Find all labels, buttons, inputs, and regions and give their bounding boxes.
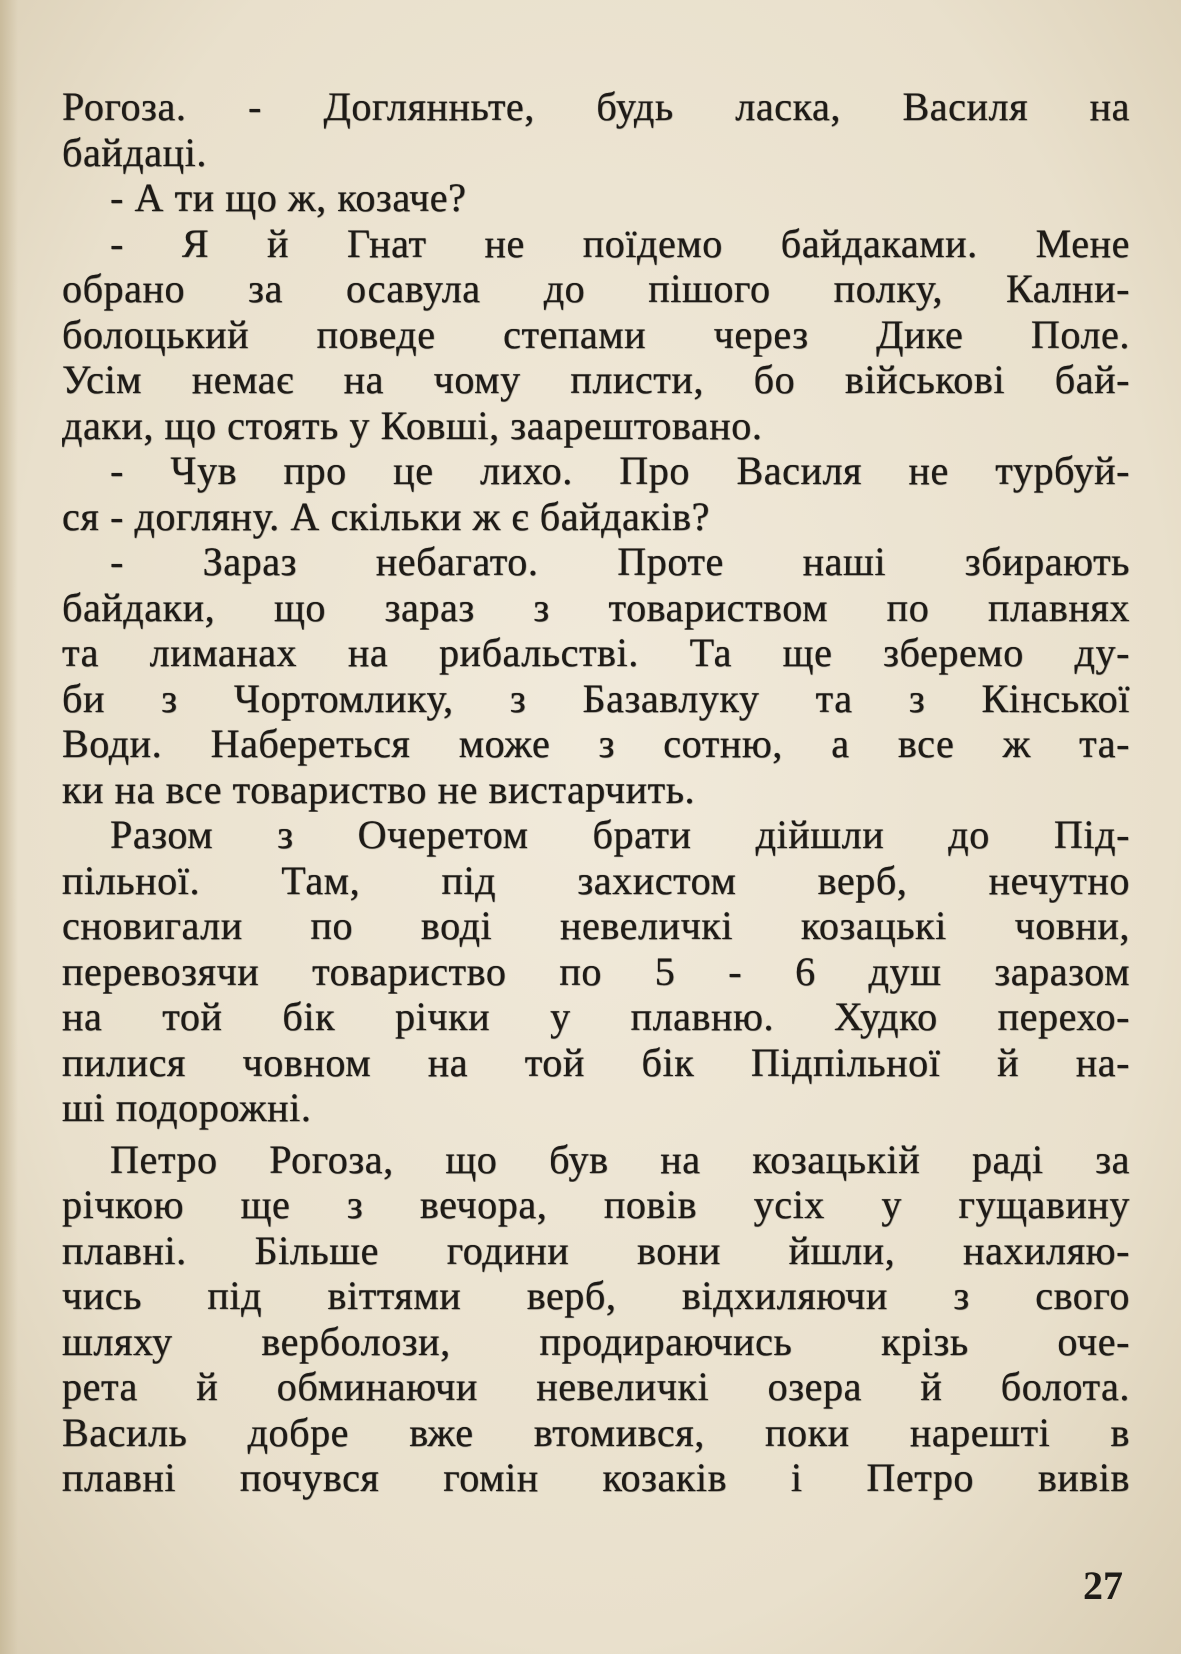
text-line: Петро Рогоза, що був на козацькій раді за (110, 1136, 1130, 1182)
text-line: байдаці. (62, 129, 207, 175)
page-spine-shadow (0, 0, 18, 1654)
body-text (62, 84, 1130, 1501)
text-line: Рогоза. - Доглянньте, будь ласка, Василя на (62, 84, 1130, 129)
page-number: 27 (1083, 1563, 1123, 1608)
text-line: ші подорожні. (62, 1085, 312, 1130)
text-line: - Чув про це лихо. Про Василя не турбуй- (110, 448, 1130, 493)
text-line: Води. Набереться може з сотню, а все ж та- (62, 721, 1130, 766)
text-line: Усім немає на чому плисти, бо військові бай- (62, 357, 1130, 402)
text-line: байдаки, що зараз з товариством по плавнях (62, 584, 1130, 630)
text-line: Василь добре вже втомився, поки нарешті в (62, 1409, 1130, 1455)
text-line: плавні. Більше години вони йшли, нахиляю- (62, 1227, 1130, 1273)
text-line: Разом з Очеретом брати дійшли до Під- (110, 812, 1130, 857)
text-line: болоцький поведе степами через Дике Поле. (62, 311, 1130, 357)
text-line: шляху верболози, продираючись крізь оче- (62, 1318, 1130, 1364)
text-line: ся - догляну. А скільки ж є байдаків? (62, 493, 711, 539)
text-line: обрано за осавула до пішого полку, Кални- (62, 266, 1130, 311)
text-line: сновигали по воді невеличкі козацькі човни, (62, 903, 1130, 948)
text-line: би з Чортомлику, з Базавлуку та з Кінської (62, 675, 1130, 721)
text-line: перевозячи товариство по 5 - 6 душ заразом (62, 948, 1130, 994)
text-line: плавні почувся гомін козаків і Петро вивів (62, 1455, 1130, 1500)
text-line: - Зараз небагато. Проте наші збирають (110, 539, 1130, 584)
text-line: - Я й Гнат не поїдемо байдаками. Мене (110, 220, 1130, 266)
text-line: пилися човном на той бік Підпільної й на- (62, 1039, 1130, 1085)
text-line: чись під віттями верб, відхиляючи з свого (62, 1273, 1130, 1318)
text-line: ки на все товариство не вистарчить. (62, 766, 696, 812)
text-line: річкою ще з вечора, повів усіх у гущавину (62, 1182, 1130, 1227)
text-line: та лиманах на рибальстві. Та ще зберемо ду- (62, 630, 1130, 675)
text-line: пільної. Там, під захистом верб, нечутно (62, 857, 1130, 903)
text-line: - А ти що ж, козаче? (110, 175, 467, 220)
text-line: рета й обминаючи невеличкі озера й болота. (62, 1364, 1130, 1409)
text-line: даки, що стоять у Ковші, заарештовано. (62, 402, 763, 448)
text-line: на той бік річки у плавню. Худко перехо- (62, 994, 1130, 1039)
